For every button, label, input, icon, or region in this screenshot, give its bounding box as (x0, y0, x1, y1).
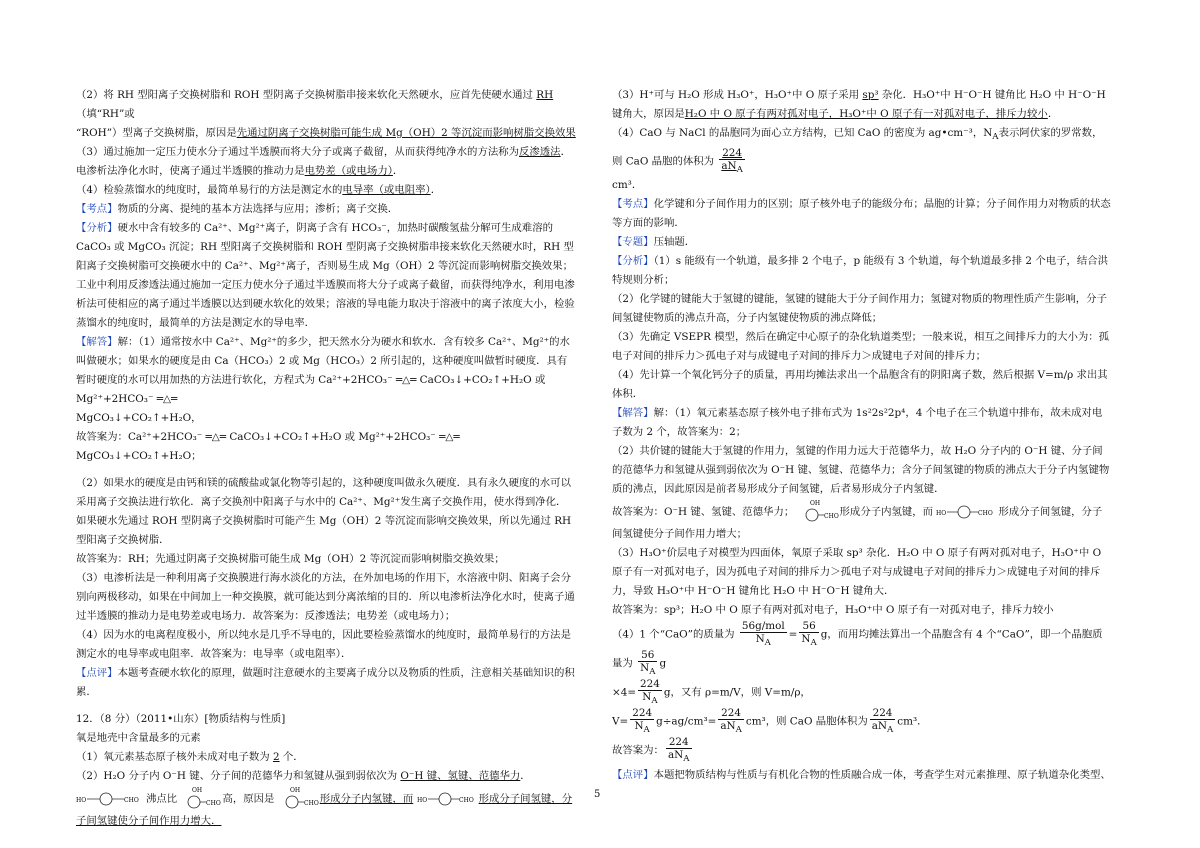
svg-text:OH: OH (289, 787, 300, 794)
r-jieda-3b: 故答案为：sp³；H₂O 中 O 原子有两对孤对电子，H₃O⁺中 O 原子有一对孤对电子，排斥力较小 (612, 604, 1054, 617)
r4: （4）CaO 与 NaCl 的晶胞同为面心立方结构，已知 CaO 的密度为 ag•cm⁻³，$N_A$表示阿伏家的罗常数，则 CaO 晶胞的体积为 $\frac{224}{aN_A}$ (612, 127, 1103, 176)
kaodian: 【考点】物质的分离、提纯的基本方法选择与应用；渗析；离子交换． (76, 203, 399, 215)
q2-text-2: “ROH”）型离子交换树脂，原因是先通过阴离子交换树脂可能生成 Mg（OH）2 等沉淀而影响树脂交换效果 (76, 127, 576, 139)
svg-text:HO: HO (416, 797, 427, 804)
para-hydroxybenzaldehyde-icon (76, 791, 146, 807)
q12-head: 12．（8 分）（2011•山东）[物质结构与性质] (76, 713, 286, 725)
q12-intro: 氧是地壳中含量最多的元素 (76, 732, 201, 744)
r-zhuanti: 【专题】压轴题． (612, 236, 696, 249)
r-fenxi-3: （3）先确定 VSEPR 模型，然后在确定中心原子的杂化轨道类型；一般来说，相互之间排斥力的大小为：孤电子对间的排斥力＞孤电子对与成键电子对间的排斥力＞成键电子对间的排斥力； (612, 331, 1110, 363)
q4-text: （4）检验蒸馏水的纯度时，最简单易行的方法是测定水的电导率（或电阻率）． (76, 184, 442, 196)
page-number: 5 (594, 789, 601, 800)
svg-text:CHO: CHO (206, 800, 222, 807)
svg-text:CHO: CHO (458, 797, 474, 804)
right-column (612, 86, 1112, 785)
jieda-2b: 故答案为：RH；先通过阴离子交换树脂可能生成 Mg（OH）2 等沉淀而影响树脂交换效果； (76, 553, 505, 565)
q12-1: （1）氧元素基态原子核外未成对电子数为 2 个． (76, 751, 304, 763)
svg-text:CHO: CHO (823, 513, 839, 521)
jieda-1: 【解答】解：（1）通常按水中 Ca²⁺、Mg²⁺的多少，把天然水分为硬水和软水．含有较多 Ca²⁺、Mg²⁺的水叫做硬水；如果水的硬度是由 Ca（HCO₃）2 或 Mg（HCO₃）2 所引起的，这种硬度叫做暂时硬度．具有暂时硬度的水可以用加热的方法进行软化，方程式为 Ca²⁺+2HCO₃⁻ ═△═ CaCO₃↓+CO₂↑+H₂O 或 Mg²⁺+2HCO₃⁻ ═△═ (76, 336, 570, 405)
para-hydroxybenzaldehyde-icon (936, 504, 998, 520)
svg-text:HO: HO (76, 797, 87, 804)
svg-text:HO: HO (936, 510, 947, 518)
para-hydroxybenzaldehyde-icon (417, 791, 479, 807)
jieda-3: （3）电渗析法是一种利用离子交换膜进行海水淡化的方法，在外加电场的作用下，水溶液中阴、阳离子会分别向两极移动，如果在中间加上一种交换膜，就可能达到分离浓缩的目的．所以电渗析法净化水时，使离子通过半透膜的推动力是电势差或电场力．故答案为：反渗透法；电势差（或电场力）； (76, 572, 575, 622)
svg-text:CHO: CHO (303, 800, 319, 807)
fenxi: 【分析】硬水中含有较多的 Ca²⁺、Mg²⁺离子，阴离子含有 HCO₃⁻，加热时碳酸氢盐分解可生成难溶的 CaCO₃ 或 MgCO₃ 沉淀；RH 型阳离子交换树脂和 ROH 型阴离子交换树脂串接来软化天然硬水时，RH 型阳离子交换树脂可交换硬水中的 Ca²⁺、Mg²⁺离子，否则易生成 Mg（OH）2 等沉淀而影响树脂交换效果；工业中利用反渗透法通过施加一定压力使水分子通过半透膜而将大分子或离子截留，而获得纯净水，利用电渗析法可使相应的离子通过半透膜以达到硬水软化的效果；溶液的导电能力取决于溶液中的离子浓度大小，检验蒸馏水的纯度时，最简单的方法是测定水的导电率． (76, 222, 575, 329)
svg-text:OH: OH (809, 500, 820, 508)
jieda-1b: MgCO₃↓+CO₂↑+H₂O， (76, 412, 202, 424)
r-jieda-4c: V= $\frac{224}{N_A}$ g÷ag/cm³= $\frac{224}{aN_A}$ cm³，则 CaO 晶胞体积为 $\frac{224}{aN_A}$ cm³． (612, 707, 928, 736)
q12-2: （2）H₂O 分子内 O⁻H 键、分子间的范德华力和氢键从强到弱依次为 O⁻H 键、氢键、范德华力． (76, 770, 531, 782)
r-jieda-2b: 故答案为：O⁻H 键、氢键、范德华力； OH CHO 形成分子内氢键，而 HO CHO 形成分子间氢键，分子间氢键使分子间作用力增大； (612, 500, 1103, 541)
svg-text:OH: OH (192, 787, 203, 794)
r-fenxi-4: （4）先计算一个氧化钙分子的质量，再用均摊法求出一个晶胞含有的阴阳离子数，然后根据 V=m/ρ 求出其体积． (612, 369, 1108, 401)
r-jieda-2: （2）共价键的键能大于氢键的作用力，氢键的作用力远大于范德华力，故 H₂O 分子内的 O⁻H 键、分子间的范德华力和氢键从强到弱依次为 O⁻H 键、氢键、范德华力；含分子间氢键的物质的沸点大于分子内氢键物质的沸点，因此原因是前者易形成分子间氢键，后者易形成分子内氢键． (612, 445, 1110, 496)
r3: （3）H⁺可与 H₂O 形成 H₃O⁺，H₃O⁺中 O 原子采用 sp³ 杂化．H₃O⁺中 H⁻O⁻H 键角比 H₂O 中 H⁻O⁻H 键角大，原因是H₂O 中 O 原子有两对孤对电子，H₃O⁺中 O 原子有一对孤对电子，排斥力较小． (612, 89, 1106, 120)
q12-2-structures: HO CHO 沸点比 OH CHO 高，原因是 OH CHO 形成分子内氢键，而 HO CHO 形成分子间氢键，分子间氢键使分子间作用力增大． (76, 787, 573, 827)
r-jieda-4: （4）1 个“CaO”的质量为 $\frac{\text{56g/mol}}{N_A}$ = $\frac{56}{N_A}$ g，而用均摊法算出一个晶胞含有 4 个“CaO”，即一个晶胞质量为 $\frac{56}{N_A}$ g (612, 620, 1103, 678)
svg-text:CHO: CHO (124, 797, 139, 804)
cell-volume-fraction: $\frac{224}{aN_A}$ (721, 147, 743, 176)
ortho-hydroxybenzaldehyde-icon (180, 786, 222, 812)
q3-text: （3）通过施加一定压力使水分子通过半透膜而将大分子或离子截留，从而获得纯净水的方法称为反渗透法．电渗析法净化水时，使离子通过半透膜的推动力是电势差（或电场力）． (76, 146, 571, 177)
r-fenxi-1: 【分析】（1）s 能级有一个轨道，最多排 2 个电子，p 能级有 3 个轨道，每个轨道最多排 2 个电子，结合洪特规则分析； (612, 255, 1109, 287)
r-fenxi-2: （2）化学键的键能大于氢键的键能，氢键的键能大于分子间作用力；氢键对物质的物理性质产生影响，分子间氢键使物质的沸点升高，分子内氢键使物质的沸点降低； (612, 293, 1107, 325)
ortho-hydroxybenzaldehyde-icon (278, 786, 320, 812)
r-jieda-4b: ×4= $\frac{224}{N_A}$ g，又有 ρ=m/V，则 V=m/ρ， (612, 678, 811, 707)
ortho-hydroxybenzaldehyde-icon (798, 499, 840, 525)
r4-unit: cm³． (612, 179, 643, 192)
dianping: 【点评】本题考查硬水软化的原理，做题时注意硬水的主要离子成分以及物质的性质，注意相关基础知识的积累． (76, 667, 575, 698)
r-kaodian: 【考点】化学键和分子间作用力的区别；原子核外电子的能级分布；晶胞的计算；分子间作用力对物质的状态等方面的影响． (612, 198, 1111, 230)
r-jieda-1: 【解答】解：（1）氧元素基态原子核外电子排布式为 1s²2s²2p⁴，4 个电子在三个轨道中排布，故未成对电子数为 2 个，故答案为：2； (612, 407, 1103, 439)
r-dianping: 【点评】本题把物质结构与性质与有机化合物的性质融合成一体，考查学生对元素推理、原子轨道杂化类型、 (612, 768, 1111, 781)
left-column (76, 86, 576, 831)
jieda-4: （4）因为水的电离程度极小，所以纯水是几乎不导电的，因此要检验蒸馏水的纯度时，最简单易行的方法是测定水的电导率或电阻率．故答案为：电导率（或电阻率）． (76, 629, 571, 660)
svg-text:CHO: CHO (978, 510, 994, 518)
jieda-1c: 故答案为：Ca²⁺+2HCO₃⁻ ═△═ CaCO₃↓+CO₂↑+H₂O 或 Mg²⁺+2HCO₃⁻ ═△═ MgCO₃↓+CO₂↑+H₂O； (76, 431, 460, 462)
r-jieda-4d: 故答案为： $\frac{224}{aN_A}$ (612, 736, 690, 765)
r-jieda-3: （3）H₃O⁺价层电子对模型为四面体，氧原子采取 sp³ 杂化．H₂O 中 O 原子有两对孤对电子，H₃O⁺中 O 原子有一对孤对电子，因为孤电子对间的排斥力＞孤电子对与成键电子对间的排斥力＞成键电子对间的排斥力，导致 H₃O⁺中 H⁻O⁻H 键角比 H₂O 中 H⁻O⁻H 键角大． (612, 547, 1102, 598)
q2-text: （2）将 RH 型阳离子交换树脂和 ROH 型阴离子交换树脂串接来软化天然硬水，应首先使硬水通过 RH （填“RH”或 (76, 89, 554, 120)
jieda-2: （2）如果水的硬度是由钙和镁的硫酸盐或氯化物等引起的，这种硬度叫做永久硬度．具有永久硬度的水可以采用离子交换法进行软化．离子交换剂中阳离子与水中的 Ca²⁺、Mg²⁺发生离子交换作用，使水得到净化．如果硬水先通过 ROH 型阴离子交换树脂时可能产生 Mg（OH）2 等沉淀而影响交换效果，所以先通过 RH 型阳离子交换树脂． (76, 477, 572, 546)
